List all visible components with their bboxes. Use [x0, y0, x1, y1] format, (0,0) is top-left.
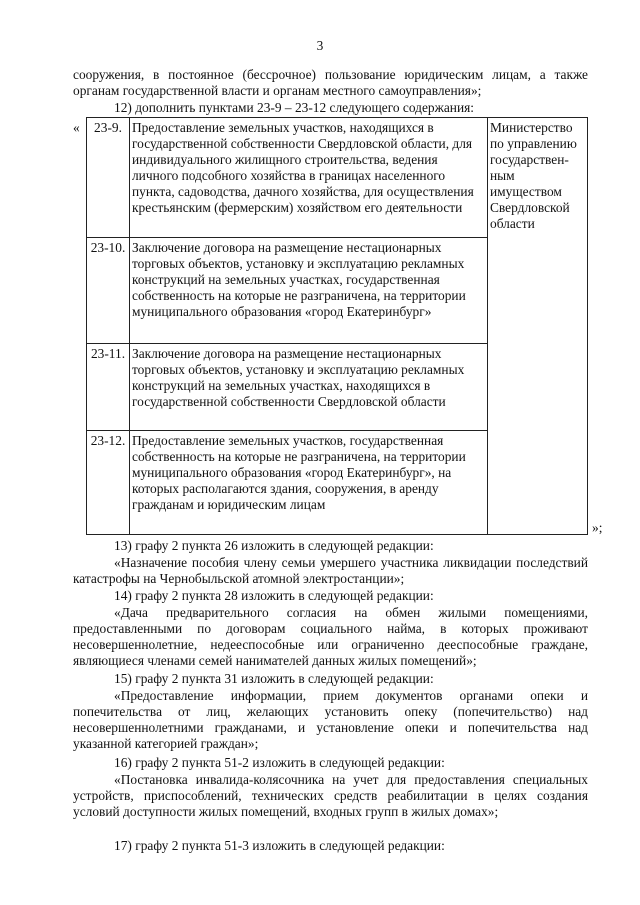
table-row-23-10-text: Заключение договора на размещение нестационарных торговых объектов, установку и эксплуатацию рекламных конструкций на земельных участках, государственная собственность на которые не разграничена, на территории муниципального образования «город Екатеринбург»	[129, 238, 487, 344]
item-15-heading: 15) графу 2 пункта 31 изложить в следующей редакции:	[114, 671, 434, 686]
item-16-heading: 16) графу 2 пункта 51-2 изложить в следующей редакции:	[114, 755, 445, 770]
table-authority-cell: Министерство по управлению государствен-ным имуществом Свердловской области	[487, 117, 588, 535]
table-open-quote: «	[73, 120, 80, 135]
item-12-heading: 12) дополнить пунктами 23-9 – 23-12 следующего содержания:	[114, 100, 475, 115]
table-row-23-12-number: 23-12.	[86, 431, 129, 535]
item-15-text: «Предоставление информации, прием документов органами опеки и попечительства от лиц, желающих установить опеку (попечительство) над несовершеннолетними гражданами, и установление опеки и попечительства над указанной категорией граждан»;	[73, 688, 588, 751]
item-14-heading: 14) графу 2 пункта 28 изложить в следующей редакции:	[114, 588, 434, 603]
table-row-23-11-text: Заключение договора на размещение нестационарных торговых объектов, установку и эксплуатацию рекламных конструкций на земельных участках, находящихся в государственной собственности Свердловской области	[129, 344, 487, 431]
table-row-23-11-number: 23-11.	[86, 344, 129, 431]
item-14-text: «Дача предварительного согласия на обмен жилыми помещениями, предоставленными по договорам социального найма, в которых проживают несовершеннолетние, недееспособные или ограниченно дееспособные граждане, являющиеся членами семей нанимателей данных жилых помещений»;	[73, 605, 588, 668]
item-13-text: «Назначение пособия члену семьи умершего участника ликвидации последствий катастрофы на Чернобыльской атомной электростанции»;	[73, 555, 588, 586]
services-table	[86, 117, 588, 535]
intro-paragraph: сооружения, в постоянное (бессрочное) пользование юридическим лицам, а также органам государственной власти и органам местного самоуправления»;	[73, 67, 588, 98]
item-16-text: «Постановка инвалида-колясочника на учет для предоставления специальных устройств, приспособлений, технических средств реабилитации в целях создания условий доступности жилых помещений, входных групп в жилых домах»;	[73, 772, 588, 819]
item-17-heading: 17) графу 2 пункта 51-3 изложить в следующей редакции:	[114, 838, 445, 853]
page-number: 3	[316, 38, 324, 53]
table-row-23-9-number: 23-9.	[86, 117, 129, 238]
table-row-23-12-text: Предоставление земельных участков, государственная собственность на которые не разграничена, на территории муниципального образования «город Екатеринбург», на которых располагаются здания, сооружения, в аренду гражданам и юридическим лицам	[129, 431, 487, 535]
table-close-quote: »;	[592, 520, 603, 535]
table-row-23-10-number: 23-10.	[86, 238, 129, 344]
table-row-23-9-text: Предоставление земельных участков, находящихся в государственной собственности Свердловской области, для индивидуального жилищного строительства, ведения личного подсобного хозяйства в границах населенного пункта, садоводства, дачного хозяйства, для осуществления крестьянским (фермерским) хозяйством его деятельности	[129, 117, 487, 238]
item-13-heading: 13) графу 2 пункта 26 изложить в следующей редакции:	[114, 538, 434, 553]
